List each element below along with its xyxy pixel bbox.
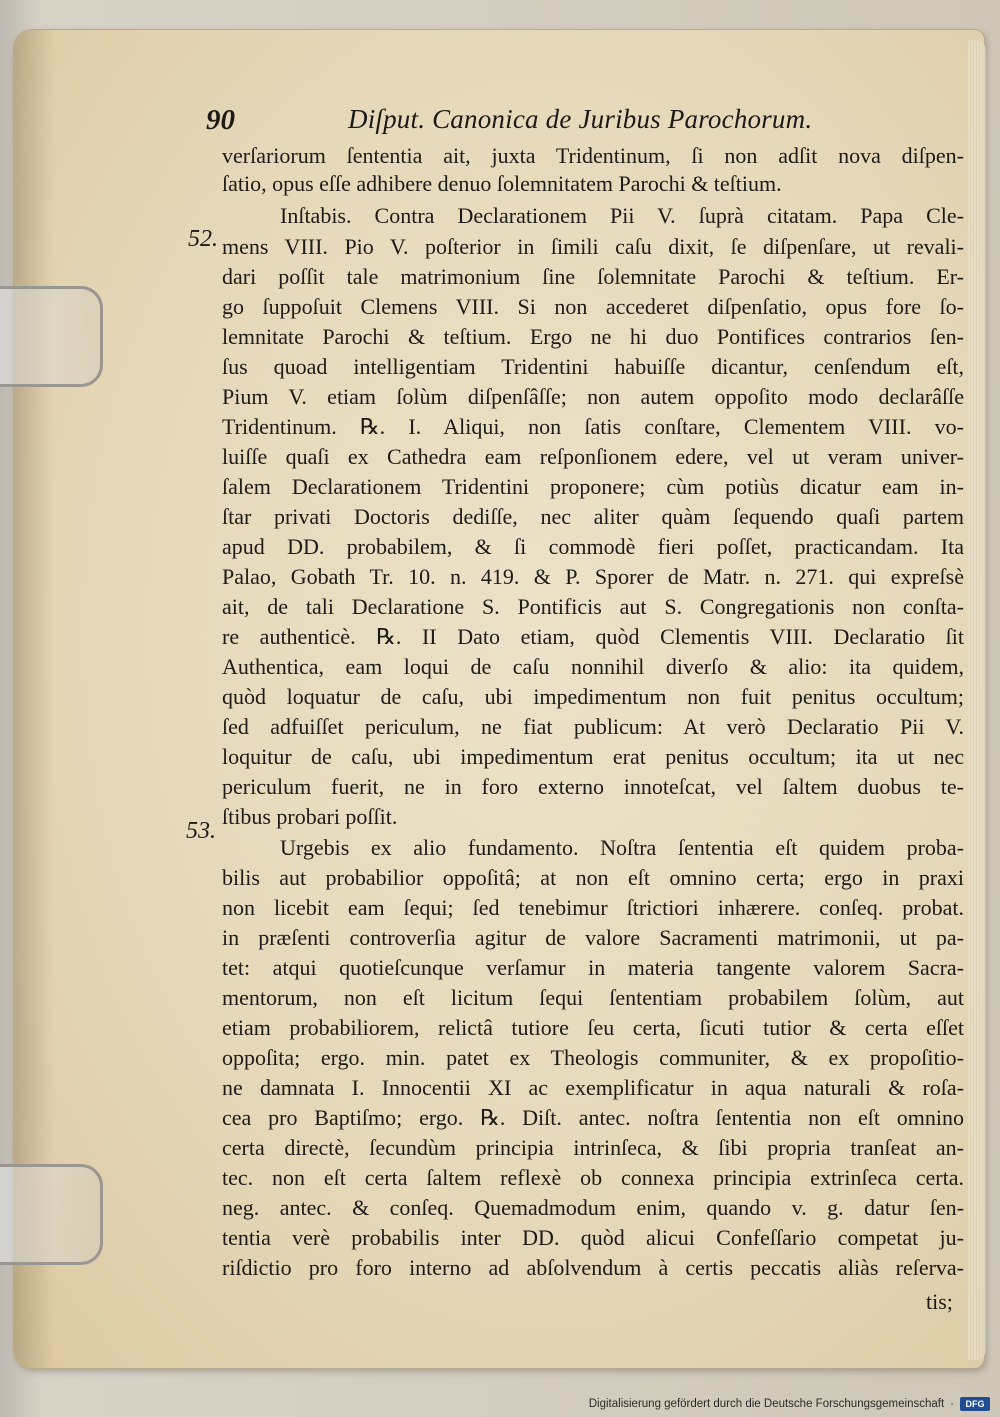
text-line: tec. non eſt certa ſaltem reflexè ob connexa principia extrinſeca certa. (222, 1165, 964, 1190)
text-line: ſus quoad intelligentiam Tridentini habuiſſe dicantur, cenſendum eſt, (222, 354, 964, 379)
text-line: Pium V. etiam ſolùm diſpenſâſſe; non autem oppoſito modo declarâſſe (222, 384, 964, 409)
page-edges (968, 40, 986, 1360)
text-line: verſariorum ſententia ait, juxta Tridentinum, ſi non adſit nova diſpen- (222, 143, 964, 168)
text-line: Inſtabis. Contra Declarationem Pii V. ſuprà citatam. Papa Cle- (280, 203, 964, 228)
footer-text: Digitalisierung gefördert durch die Deutsche Forschungsgemeinschaft (588, 1398, 945, 1410)
text-line: ſtibus probari poſſit. (222, 804, 398, 829)
text-line: in præſenti controverſia agitur de valore Sacramenti matrimonii, ut pa- (222, 925, 964, 950)
page-header (206, 104, 966, 144)
text-line: loquitur de caſu, ubi impedimentum erat penitus occultum; ita ut nec (222, 744, 964, 769)
text-line: Tridentinum. ℞. I. Aliqui, non ſatis conſtare, Clementem VIII. vo- (222, 414, 964, 439)
text-line: ait, de tali Declaratione S. Pontificis aut S. Congregationis non conſta- (222, 594, 964, 619)
text-line: apud DD. probabilem, & ſi commodè fieri poſſet, practicandam. Ita (222, 534, 964, 559)
text-line: ſtar privati Doctoris dediſſe, nec aliter quàm ſequendo quaſi partem (222, 504, 964, 529)
footer-credit (589, 1395, 990, 1413)
text-line: riſdictio pro foro interno ad abſolvendum à certis peccatis aliàs reſerva- (222, 1255, 964, 1280)
text-line: luiſſe quaſi ex Cathedra eam reſponſionem edere, vel ut veram univer- (222, 444, 964, 469)
text-line: Urgebis ex alio fundamento. Noſtra ſententia eſt quidem proba- (280, 835, 964, 860)
text-line: ſatio, opus eſſe adhibere denuo ſolemnitatem Parochi & teſtium. (222, 171, 782, 196)
text-line: non licebit eam ſequi; ſed tenebimur ſtrictiori inhærere. conſeq. probat. (222, 895, 964, 920)
page-clip-top (0, 286, 103, 387)
text-line: mens VIII. Pio V. poſterior in ſimili caſu dixit, ſe diſpenſare, ut revali- (222, 234, 964, 259)
text-line: mentorum, non eſt licitum ſequi ſententiam probabilem ſolùm, aut (222, 985, 964, 1010)
margin-number-53: 53. (186, 818, 216, 844)
text-line: oppoſita; ergo. min. patet ex Theologis communiter, & ex propoſitio- (222, 1045, 964, 1070)
catchword: tis; (926, 1289, 953, 1314)
text-line: ſed adfuiſſet periculum, ne fiat publicum: At verò Declaratio Pii V. (222, 714, 964, 739)
text-line: go ſuppoſuit Clemens VIII. Si non accederet diſpenſatio, opus fore ſo- (222, 294, 964, 319)
page-clip-bottom (0, 1164, 103, 1265)
text-line: certa directè, ſecundùm principia intrinſeca, & ſibi propria tranſeat an- (222, 1135, 964, 1160)
text-line: re authenticè. ℞. II Dato etiam, quòd Clementis VIII. Declaratio ſit (222, 624, 964, 649)
text-line: neg. antec. & conſeq. Quemadmodum enim, quando v. g. datur ſen- (222, 1195, 964, 1220)
text-line: bilis aut probabilior oppoſitâ; at non eſt omnino certa; ergo in praxi (222, 865, 964, 890)
text-line: Authentica, eam loqui de caſu nonnihil diverſo & alio: ita quidem, (222, 654, 964, 679)
text-line: ſalem Declarationem Tridentini proponere; cùm potiùs dicatur eam in- (222, 474, 964, 499)
running-head: Diſput. Canonica de Juribus Parochorum. (348, 104, 813, 134)
text-line: tentia verè probabilis inter DD. quòd alicui Confeſſario competat ju- (222, 1225, 964, 1250)
text-line: ne damnata I. Innocentii XI ac exemplificatur in aqua naturali & roſa- (222, 1075, 964, 1100)
text-line: cea pro Baptiſmo; ergo. ℞. Diſt. antec. noſtra ſententia non eſt omnino (222, 1105, 964, 1130)
text-line: lemnitate Parochi & teſtium. Ergo ne hi duo Pontifices contrarios ſen- (222, 324, 964, 349)
text-line: etiam probabiliorem, relictâ tutiore ſeu certa, ſicuti tutior & certa eſſet (222, 1015, 964, 1040)
text-line: quòd loquatur de caſu, ubi impedimentum non fuit penitus occultum; (222, 684, 964, 709)
text-line: periculum fuerit, ne in foro externo innoteſcat, vel ſaltem duobus te- (222, 774, 964, 799)
page-number: 90 (206, 104, 235, 136)
text-line: tet: atqui quotieſcunque verſamur in materia tangente valorem Sacra- (222, 955, 964, 980)
margin-number-52: 52. (188, 226, 218, 252)
footer-separator: · (950, 1398, 954, 1410)
text-line: dari poſſit tale matrimonium ſine ſolemnitate Parochi & teſtium. Er- (222, 264, 964, 289)
dfg-logo-icon: DFG (960, 1397, 990, 1411)
text-line: Palao, Gobath Tr. 10. n. 419. & P. Sporer de Matr. n. 271. qui expreſsè (222, 564, 964, 589)
